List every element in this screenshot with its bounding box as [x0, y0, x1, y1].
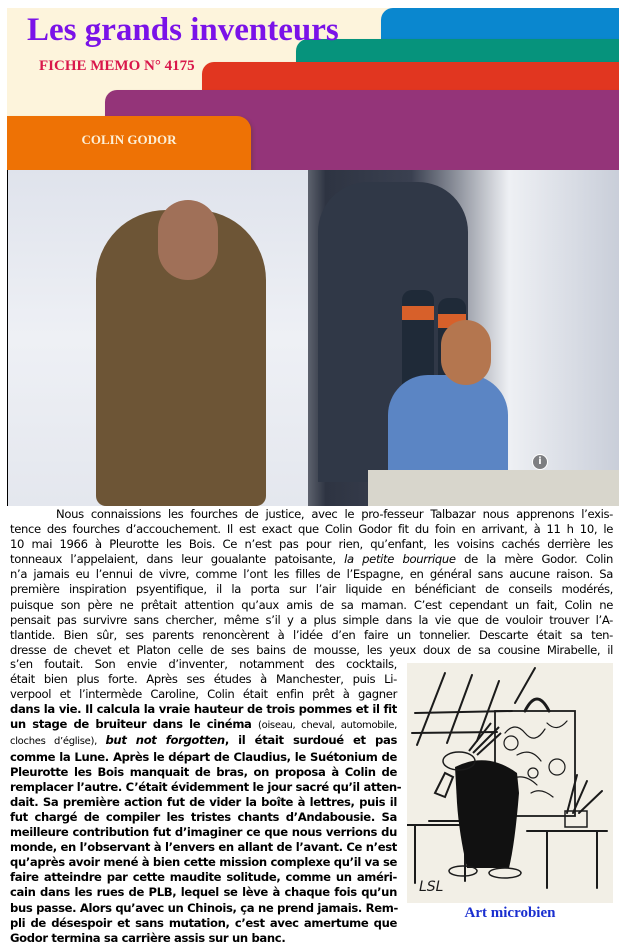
photo-figure-seated — [388, 375, 508, 485]
article-line: verpool et l’intermède Caroline, Colin était enfin prêt à gagner — [10, 687, 397, 702]
article-line: remplacer l’autre. C’était évidemment le jour sacré qu’il atten- — [10, 779, 402, 794]
header-banner — [7, 8, 619, 170]
text-run: un stage de bruiteur dans le cinéma — [10, 717, 259, 732]
article-line — [10, 717, 397, 733]
text-run: tonneaux l’appelaient, dans leur goualante patoisante, — [10, 552, 345, 567]
article-line: dresse de chevet et Platon celle de ses bains de mousse, les yeux doux de sa cousine Mirabelle, il — [10, 642, 613, 657]
lab-photo — [7, 170, 619, 506]
article-line: s’en foutait. Son envie d’inventer, notamment des cocktails, — [10, 657, 397, 671]
subject-name: COLIN GODOR — [81, 132, 177, 147]
article-line: pli de désespoir et sans mutation, c’est avec amertume que — [10, 915, 397, 930]
article-line — [10, 552, 613, 567]
italic-phrase: la petite bourrique — [344, 552, 456, 567]
article-line: bus passe. Alors qu’avec un Chinois, ça ne prend jamais. Rem- — [10, 900, 398, 915]
article-line: Nous connaissions les fourches de justice, avec le pro-fesseur Talbazar nous apprenons l’exis- — [56, 507, 613, 521]
info-icon[interactable]: i — [532, 454, 548, 470]
page-title: Les grands inventeurs — [27, 12, 339, 48]
article-line: n’a jamais eu l’ennui de vivre, comme l’ont les filles de l’Espagne, en général sans aucune raison. Sa — [10, 567, 613, 582]
article-line: puisque son père ne prêtait attention qu’aux amis de sa maman. C’est cependant un fait, Colin ne — [10, 597, 613, 612]
article-line: monde, en l’observant à l’envers en allant de l’avant. Ce n’est — [10, 840, 397, 855]
text-run: , il était surdoué et pas — [224, 733, 397, 748]
photo-lab-bench — [368, 470, 619, 506]
parenthetical-small: cloches d’église), — [10, 736, 106, 748]
article-line: Pleurotte les Bois manquait de bras, on proposa à Colin de — [10, 764, 397, 779]
article-line: tlantide. Bien sûr, ses parents renoncèrent à l’idée d’en faire un tonnelier. Descarte était sa ten- — [10, 627, 613, 642]
article-line: cain dans les rues de PLB, lequel se lève à chaque fois qu’un — [10, 885, 397, 900]
article-line: qu’après avoir mené à bien cette mission complexe qu’il va se — [10, 855, 398, 870]
italic-phrase: but not forgotten — [105, 733, 225, 748]
painter-microscope-drawing — [407, 663, 613, 903]
cartoon-caption: Art microbien — [464, 905, 556, 921]
artist-signature: LSL — [419, 879, 444, 895]
article-line: 10 mai 1966 à Pleurotte les Bois. Ce n’est pas pour rien, qu’enfant, les voisins cachés derrière les — [10, 537, 613, 552]
article-line — [10, 733, 397, 749]
article-line: fut chargé de compiler les tristes chants d’Andabousie. Sa — [10, 809, 397, 824]
parenthetical-small: (oiseau, cheval, automobile, — [258, 720, 398, 732]
article-line: pensait pas survivre sans chercher, même s’il y a plus simple dans la vie que de vouloir trouver l’A- — [10, 612, 613, 627]
article-line: était bien plus forte. Après ses études à Manchester, puis Li- — [10, 672, 397, 687]
photo-figure-head — [441, 320, 491, 385]
article-line: Godor termina sa carrière assis sur un banc. — [10, 930, 286, 945]
article-line: dans la vie. Il calcula la vraie hauteur de trois pommes et il fit — [10, 702, 397, 717]
article-line: tence des fourches d’accouchement. Il est exact que Colin Godor fit du foin en arrivant, à 11 h 10, le — [10, 522, 613, 537]
text-run: de la mère Godor. Colin — [455, 552, 613, 567]
memo-number: FICHE MEMO N° 4175 — [39, 58, 195, 74]
article-line: dait. Sa première action fut de vider la boîte à lettres, puis il — [10, 794, 397, 809]
article-line: première inspiration psyentifique, il la porta sur l’air liquide en bénéficiant de conseils modérés, — [10, 582, 613, 597]
article-line: comme la Lune. Après le départ de Claudius, le Suétonium de — [10, 749, 397, 764]
cartoon-illustration — [407, 663, 613, 903]
article-line: faire atteindre par cette maudite solitude, comme un améri- — [10, 870, 397, 885]
article-body-full — [10, 507, 613, 658]
photo-figure-head — [158, 200, 218, 280]
article-body-narrow — [10, 657, 402, 946]
article-line: meilleure contribution fut d’imaginer ce que nous verrions du — [10, 825, 397, 840]
